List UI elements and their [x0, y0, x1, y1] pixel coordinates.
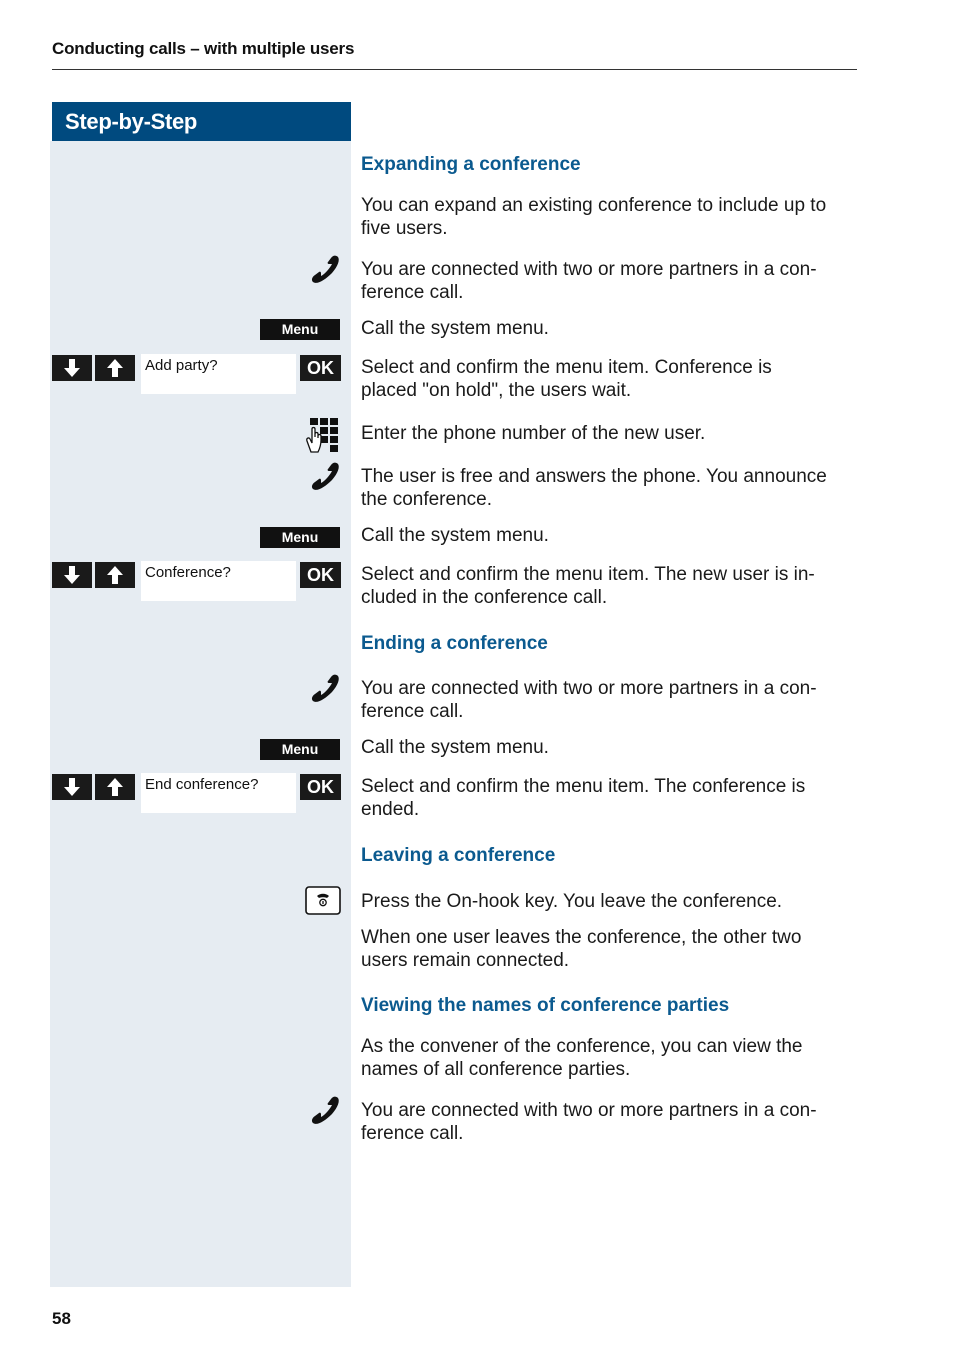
arrow-up-icon [107, 778, 123, 796]
expanding-step6: Call the system menu. [361, 525, 549, 546]
text-line: ference call. [361, 1123, 464, 1144]
handset-icon [310, 462, 342, 492]
text-line: users remain connected. [361, 950, 570, 971]
arrow-up-key[interactable] [95, 355, 135, 381]
expanding-step4: Enter the phone number of the new user. [361, 423, 706, 444]
menu-key[interactable]: Menu [260, 527, 340, 548]
text-line: five users. [361, 218, 448, 239]
text-line: the conference. [361, 489, 492, 510]
heading-leaving: Leaving a conference [361, 845, 556, 866]
header-rule [52, 69, 857, 70]
heading-viewing: Viewing the names of conference parties [361, 995, 730, 1016]
expanding-intro [361, 194, 856, 240]
on-hook-key-icon [305, 886, 341, 915]
display-conference: Conference? [141, 561, 296, 601]
handset-icon [310, 1096, 342, 1126]
text-line: You are connected with two or more partners in a con- [361, 1100, 817, 1121]
text-line: ference call. [361, 282, 464, 303]
text-line: You are connected with two or more partners in a con- [361, 678, 817, 699]
leaving-note [361, 926, 856, 972]
menu-key[interactable]: Menu [260, 319, 340, 340]
handset-icon [310, 674, 342, 704]
expanding-step7 [361, 563, 856, 609]
leaving-step1: Press the On-hook key. You leave the conference. [361, 891, 783, 912]
arrow-up-icon [107, 566, 123, 584]
arrow-up-key[interactable] [95, 562, 135, 588]
heading-ending: Ending a conference [361, 633, 548, 654]
ending-step3 [361, 775, 856, 821]
text-line: You can expand an existing conference to include up to [361, 195, 827, 216]
page-number: 58 [52, 1309, 71, 1328]
text-line: When one user leaves the conference, the other two [361, 927, 802, 948]
viewing-step1 [361, 1099, 856, 1145]
expanding-step1 [361, 258, 856, 304]
text-line: Select and confirm the menu item. Conference is [361, 357, 772, 378]
text-line: Select and confirm the menu item. The conference is [361, 776, 806, 797]
arrow-down-key[interactable] [52, 562, 92, 588]
ending-step2: Call the system menu. [361, 737, 549, 758]
arrow-down-key[interactable] [52, 774, 92, 800]
ok-key[interactable]: OK [300, 355, 341, 381]
ending-step1 [361, 677, 856, 723]
viewing-intro [361, 1035, 856, 1081]
keypad-icon [304, 417, 340, 453]
ok-key[interactable]: OK [300, 562, 341, 588]
text-line: names of all conference parties. [361, 1059, 631, 1080]
text-line: You are connected with two or more partners in a con- [361, 259, 817, 280]
arrow-down-icon [64, 566, 80, 584]
step-by-step-banner: Step-by-Step [52, 102, 351, 141]
display-end-conference: End conference? [141, 773, 296, 813]
handset-icon [310, 255, 342, 285]
ok-key[interactable]: OK [300, 774, 341, 800]
expanding-step2: Call the system menu. [361, 318, 549, 339]
arrow-up-icon [107, 359, 123, 377]
text-line: ference call. [361, 701, 464, 722]
text-line: placed "on hold", the users wait. [361, 380, 632, 401]
arrow-down-icon [64, 359, 80, 377]
text-line: cluded in the conference call. [361, 587, 608, 608]
menu-key[interactable]: Menu [260, 739, 340, 760]
running-header: Conducting calls – with multiple users [52, 39, 355, 58]
display-add-party: Add party? [141, 354, 296, 394]
text-line: Select and confirm the menu item. The new user is in- [361, 564, 815, 585]
arrow-up-key[interactable] [95, 774, 135, 800]
text-line: As the convener of the conference, you can view the [361, 1036, 803, 1057]
heading-expanding: Expanding a conference [361, 154, 581, 175]
arrow-down-key[interactable] [52, 355, 92, 381]
expanding-step3 [361, 356, 856, 402]
arrow-down-icon [64, 778, 80, 796]
expanding-step5 [361, 465, 856, 511]
text-line: The user is free and answers the phone. You announce [361, 466, 827, 487]
step-by-step-column [50, 141, 351, 1287]
text-line: ended. [361, 799, 420, 820]
